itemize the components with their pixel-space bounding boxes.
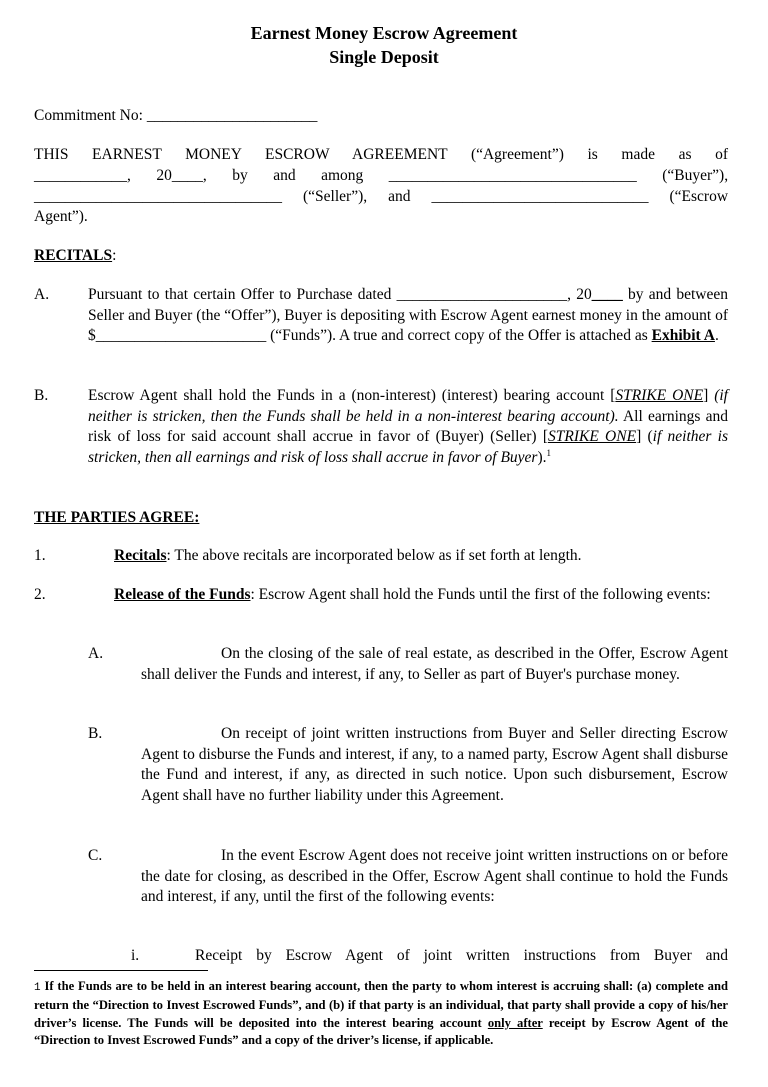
- document-title: Earnest Money Escrow Agreement: [250, 23, 518, 43]
- section-2-label: 2.: [34, 586, 46, 603]
- commitment-blank: ______________________: [146, 107, 318, 124]
- recital-a-label: A.: [34, 286, 50, 303]
- intro-line-2: ____________, 20____, by and among ________________________________ (“Buyer”),: [34, 167, 729, 184]
- subsection-c-label: C.: [88, 847, 103, 864]
- intro-line-4: Agent”).: [34, 208, 88, 225]
- recital-a-text: Pursuant to that certain Offer to Purchase dated ______________________, 20____ by and between Seller and Buyer (the “Offer”), Buyer is depositing with Escrow Agent earnest money in the amount of $______________________ (“Funds”). A true and correct copy of the Offer is attached as Exhibit A.: [88, 286, 728, 345]
- commitment-label: Commitment No:: [34, 107, 143, 124]
- footnote: 1 If the Funds are to be held in an interest bearing account, then the party to whom interest is accruing shall: (a) complete and return the “Direction to Invest Escrowed Funds”, and (b) if that party is an individual, that party shall provide a copy of his/her driver’s license. The Funds will be deposited into the interest bearing account only after receipt by Escrow Agent of the “Direction to Invest Escrowed Funds” and a copy of the driver’s license, if applicable.: [34, 979, 728, 1047]
- subsection-b-label: B.: [88, 725, 103, 742]
- exhibit-a-ref: Exhibit A: [651, 327, 715, 345]
- commitment-line: [34, 106, 317, 127]
- footnote-number: 1: [34, 982, 41, 994]
- item-i-text: Receipt by Escrow Agent of joint written instructions from Buyer and: [195, 947, 728, 964]
- recitals-heading: RECITALS:: [34, 247, 117, 264]
- recital-b-label: B.: [34, 387, 49, 404]
- subsection-c-text: In the event Escrow Agent does not receive joint written instructions on or before the date for closing, as described in the Offer, Escrow Agent shall continue to hold the Funds and interest, if any, until the first of the following events:: [141, 847, 728, 906]
- subsection-b-text: On receipt of joint written instructions from Buyer and Seller directing Escrow Agent to disburse the Funds and interest, if any, to a named party, Escrow Agent shall disburse the Fund and interest, if any, as directed in such notice. Upon such disbursement, Escrow Agent shall have no further liability under this Agreement.: [141, 725, 728, 804]
- subsection-a-text: On the closing of the sale of real estate, as described in the Offer, Escrow Agent shall deliver the Funds and interest, if any, to Seller as part of Buyer's purchase money.: [141, 645, 728, 683]
- section-1-text: Recitals: The above recitals are incorporated below as if set forth at length.: [114, 547, 582, 564]
- document-subtitle: Single Deposit: [329, 47, 439, 67]
- intro-line-3: ________________________________ (“Seller”), and ____________________________ (“Escrow: [34, 188, 729, 205]
- parties-agree-heading: THE PARTIES AGREE:: [34, 509, 200, 526]
- recital-b-text: Escrow Agent shall hold the Funds in a (non-interest) (interest) bearing account [STRIKE ONE] (if neither is stricken, then the Funds shall be held in a non-interest bearing account). All earnings and risk of loss for said account shall accrue in favor of (Buyer) (Seller) [STRIKE ONE] (if neither is stricken, then all earnings and risk of loss shall accrue in favor of Buyer).$^1$: [88, 387, 728, 466]
- subsection-a-label: A.: [88, 645, 104, 662]
- item-i-label: i.: [131, 947, 140, 964]
- section-2-text: Release of the Funds: Escrow Agent shall hold the Funds until the first of the following events:: [114, 586, 711, 603]
- footnote-ref: 1: [546, 447, 551, 458]
- intro-line-1: THIS EARNEST MONEY ESCROW AGREEMENT (“Agreement”) is made as of: [34, 146, 729, 163]
- footnote-rule: [34, 970, 208, 971]
- section-1-label: 1.: [34, 547, 46, 564]
